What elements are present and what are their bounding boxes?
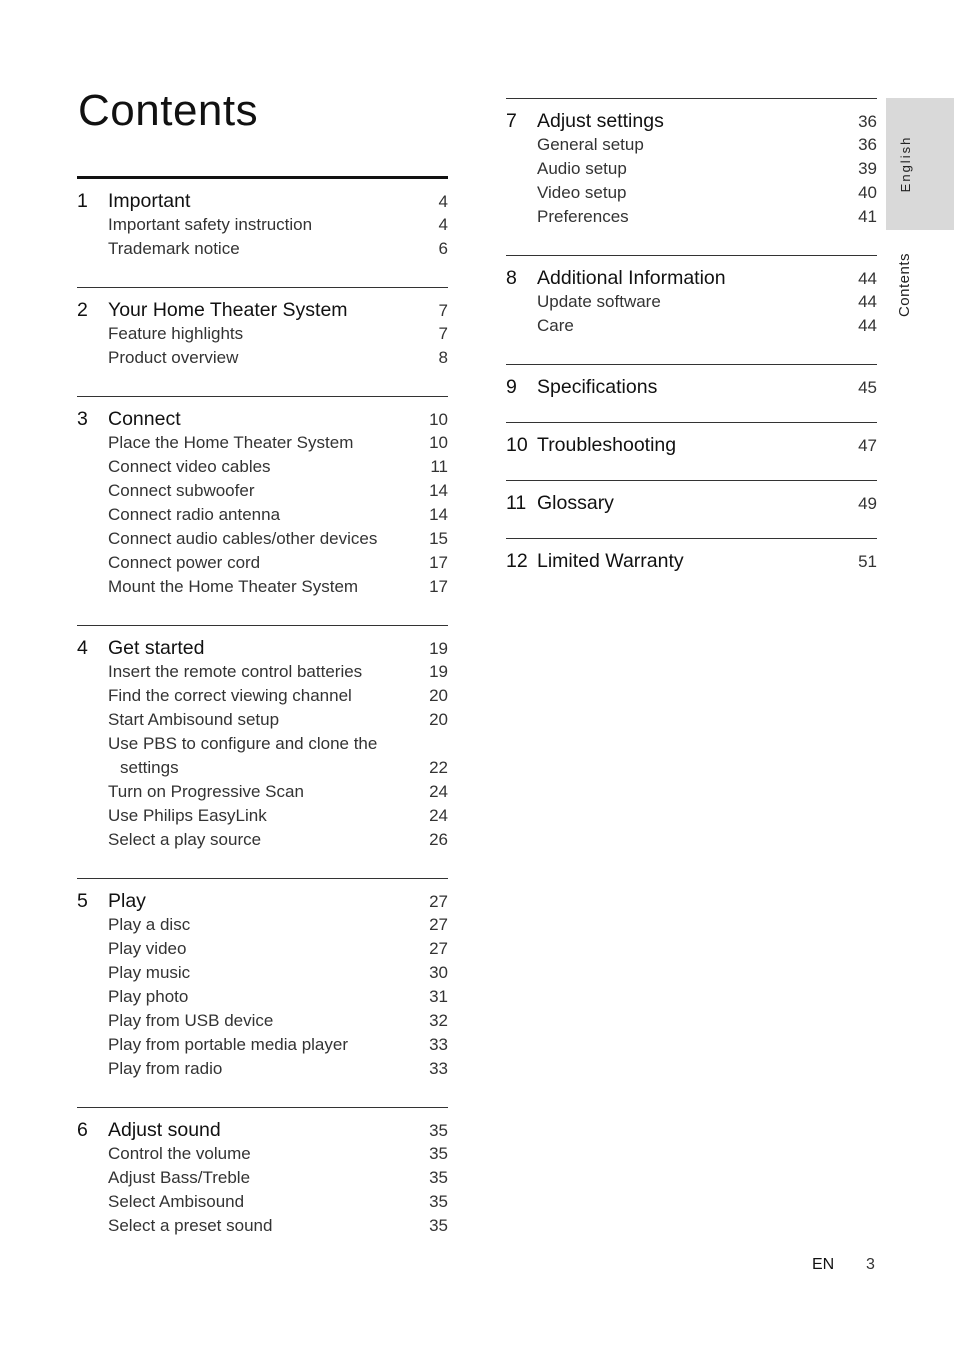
toc-item-page-number: 27 bbox=[429, 939, 448, 958]
chapter-page-number: 27 bbox=[429, 892, 448, 911]
chapter-title: Limited Warranty bbox=[537, 550, 684, 572]
toc-item-page-number: 39 bbox=[858, 159, 877, 178]
footer-page-number: 3 bbox=[866, 1256, 875, 1273]
toc-item[interactable] bbox=[506, 157, 877, 181]
toc-item-title-line: Play from USB device bbox=[108, 1011, 274, 1030]
toc-item-title bbox=[108, 479, 408, 503]
toc-item[interactable] bbox=[77, 431, 448, 455]
toc-chapter-entry[interactable] bbox=[506, 109, 877, 133]
chapter-title: Troubleshooting bbox=[537, 434, 677, 456]
toc-item[interactable] bbox=[77, 527, 448, 551]
toc-item-title-line: Preferences bbox=[537, 207, 629, 226]
toc-item[interactable] bbox=[77, 1057, 448, 1081]
toc-item-title bbox=[108, 575, 408, 599]
toc-item-title-line: Play a disc bbox=[108, 915, 191, 934]
toc-item-page-number: 36 bbox=[858, 135, 877, 154]
toc-item[interactable] bbox=[77, 322, 448, 346]
toc-item-title-line: Connect video cables bbox=[108, 457, 271, 476]
toc-item[interactable] bbox=[77, 780, 448, 804]
chapter-number: 7 bbox=[506, 110, 517, 132]
toc-item[interactable] bbox=[77, 551, 448, 575]
toc-chapter-entry[interactable] bbox=[77, 889, 448, 913]
toc-item[interactable] bbox=[77, 455, 448, 479]
toc-item[interactable] bbox=[77, 1142, 448, 1166]
toc-item-title-line: Mount the Home Theater System bbox=[108, 577, 359, 596]
toc-item[interactable] bbox=[77, 684, 448, 708]
toc-item[interactable] bbox=[77, 732, 448, 780]
toc-item-title-line: Connect radio antenna bbox=[108, 505, 281, 524]
toc-item-title-line: Feature highlights bbox=[108, 324, 244, 343]
toc-item-title bbox=[537, 133, 837, 157]
toc-chapter-entry[interactable] bbox=[506, 549, 877, 573]
toc-item-title bbox=[108, 660, 408, 684]
chapter-page-number: 10 bbox=[429, 410, 448, 429]
toc-item-title bbox=[108, 346, 408, 370]
toc-item[interactable] bbox=[77, 828, 448, 852]
toc-item-title bbox=[108, 213, 408, 237]
chapter-page-number: 4 bbox=[438, 192, 448, 211]
toc-item-page-number: 8 bbox=[438, 348, 448, 367]
toc-item-page-number: 14 bbox=[429, 481, 448, 500]
toc-item-title-line: Use PBS to configure and clone the bbox=[108, 734, 378, 753]
toc-item-page-number: 19 bbox=[429, 662, 448, 681]
toc-item-title-line: Use Philips EasyLink bbox=[108, 806, 267, 825]
chapter-title: Additional Information bbox=[537, 267, 726, 289]
toc-item-page-number: 4 bbox=[438, 215, 448, 234]
toc-item-title bbox=[108, 804, 408, 828]
toc-item-title bbox=[537, 205, 837, 229]
toc-item-page-number: 30 bbox=[429, 963, 448, 982]
toc-item-page-number: 14 bbox=[429, 505, 448, 524]
toc-item-page-number: 20 bbox=[429, 686, 448, 705]
toc-item[interactable] bbox=[77, 346, 448, 370]
toc-item-title-line: Play from radio bbox=[108, 1059, 223, 1078]
footer-language: EN bbox=[812, 1256, 835, 1273]
chapter-number: 12 bbox=[506, 550, 528, 572]
chapter-title: Get started bbox=[108, 637, 205, 659]
toc-item-page-number: 31 bbox=[429, 987, 448, 1006]
chapter-number: 6 bbox=[77, 1119, 88, 1141]
toc-item[interactable] bbox=[77, 985, 448, 1009]
toc-item-page-number: 17 bbox=[429, 553, 448, 572]
toc-section bbox=[77, 176, 448, 287]
toc-item-title-line: Product overview bbox=[108, 348, 239, 367]
toc-item-title bbox=[108, 1214, 408, 1238]
chapter-page-number: 7 bbox=[438, 301, 448, 320]
toc-item-title-line: Place the Home Theater System bbox=[108, 433, 354, 452]
toc-item-page-number: 7 bbox=[438, 324, 448, 343]
chapter-page-number: 49 bbox=[858, 494, 877, 513]
toc-chapter-entry[interactable] bbox=[77, 189, 448, 213]
toc-item-title bbox=[537, 314, 837, 338]
toc-chapter-entry[interactable] bbox=[506, 491, 877, 515]
toc-chapter-entry[interactable] bbox=[506, 433, 877, 457]
toc-item-page-number: 22 bbox=[429, 758, 448, 777]
page-title: Contents bbox=[78, 86, 259, 135]
toc-item-title bbox=[108, 1009, 408, 1033]
toc-item-page-number: 35 bbox=[429, 1144, 448, 1163]
toc-item[interactable] bbox=[77, 1214, 448, 1238]
toc-item[interactable] bbox=[77, 708, 448, 732]
toc-item-title-line: Connect subwoofer bbox=[108, 481, 255, 500]
toc-item[interactable] bbox=[506, 133, 877, 157]
toc-item-title-line: Play photo bbox=[108, 987, 189, 1006]
toc-item-title bbox=[108, 503, 408, 527]
toc-item-title-line: Find the correct viewing channel bbox=[108, 686, 352, 705]
toc-section bbox=[506, 538, 877, 573]
toc-section bbox=[506, 98, 877, 255]
toc-chapter-entry[interactable] bbox=[77, 636, 448, 660]
toc-item-page-number: 33 bbox=[429, 1059, 448, 1078]
chapter-page-number: 51 bbox=[858, 552, 877, 571]
toc-item[interactable] bbox=[506, 290, 877, 314]
toc-item-page-number: 35 bbox=[429, 1168, 448, 1187]
toc-item-page-number: 27 bbox=[429, 915, 448, 934]
toc-item-page-number: 26 bbox=[429, 830, 448, 849]
toc-item-page-number: 10 bbox=[429, 433, 448, 452]
toc-item-title bbox=[108, 961, 408, 985]
chapter-title: Adjust settings bbox=[537, 110, 664, 132]
language-tab-label: English bbox=[898, 135, 913, 193]
toc-item[interactable] bbox=[77, 937, 448, 961]
toc-item[interactable] bbox=[77, 237, 448, 261]
toc-item-title bbox=[108, 431, 408, 455]
chapter-number: 1 bbox=[77, 190, 88, 212]
toc-item-page-number: 6 bbox=[438, 239, 448, 258]
toc-item-title bbox=[537, 290, 837, 314]
toc-item-title bbox=[108, 780, 408, 804]
toc-chapter-entry[interactable] bbox=[506, 375, 877, 399]
toc-item-title bbox=[108, 1033, 408, 1057]
toc-section bbox=[506, 364, 877, 422]
toc-item[interactable] bbox=[77, 575, 448, 599]
toc-item-title bbox=[108, 937, 408, 961]
toc-item-page-number: 32 bbox=[429, 1011, 448, 1030]
toc-item[interactable] bbox=[77, 660, 448, 684]
toc-item-title-line: Adjust Bass/Treble bbox=[108, 1168, 251, 1187]
toc-chapter-entry[interactable] bbox=[77, 1118, 448, 1142]
chapter-title: Glossary bbox=[537, 492, 614, 514]
toc-item-title-line: Select a play source bbox=[108, 830, 262, 849]
toc-section bbox=[77, 287, 448, 396]
toc-item-title-line: Control the volume bbox=[108, 1144, 251, 1163]
toc-item-title bbox=[108, 1142, 408, 1166]
toc-item-title bbox=[108, 828, 408, 852]
toc-item-title bbox=[108, 684, 408, 708]
toc-item-title bbox=[108, 708, 408, 732]
toc-item[interactable] bbox=[77, 503, 448, 527]
chapter-number: 8 bbox=[506, 267, 517, 289]
toc-item-page-number: 20 bbox=[429, 710, 448, 729]
chapter-title: Connect bbox=[108, 408, 181, 430]
toc-item-title-line: Audio setup bbox=[537, 159, 627, 178]
chapter-number: 4 bbox=[77, 637, 88, 659]
toc-item-title bbox=[537, 157, 837, 181]
toc-chapter-entry[interactable] bbox=[77, 407, 448, 431]
toc-chapter-entry[interactable] bbox=[77, 298, 448, 322]
toc-left-column bbox=[77, 176, 448, 1238]
toc-item-page-number: 24 bbox=[429, 806, 448, 825]
toc-item-page-number: 11 bbox=[430, 457, 448, 476]
toc-item-page-number: 44 bbox=[858, 316, 877, 335]
toc-item[interactable] bbox=[77, 804, 448, 828]
toc-item[interactable] bbox=[77, 1033, 448, 1057]
chapter-title: Important bbox=[108, 190, 191, 212]
toc-section bbox=[506, 255, 877, 364]
toc-item[interactable] bbox=[77, 961, 448, 985]
toc-chapter-entry[interactable] bbox=[506, 266, 877, 290]
chapter-page-number: 36 bbox=[858, 112, 877, 131]
toc-item-page-number: 24 bbox=[429, 782, 448, 801]
toc-item[interactable] bbox=[506, 181, 877, 205]
toc-item-page-number: 15 bbox=[429, 529, 448, 548]
toc-item[interactable] bbox=[77, 913, 448, 937]
toc-section bbox=[77, 396, 448, 625]
toc-item[interactable] bbox=[77, 479, 448, 503]
toc-item-title bbox=[108, 455, 408, 479]
toc-section bbox=[506, 480, 877, 538]
toc-item-title-line: Play from portable media player bbox=[108, 1035, 349, 1054]
toc-item-page-number: 40 bbox=[858, 183, 877, 202]
toc-item-title-line: Play video bbox=[108, 939, 187, 958]
toc-item[interactable] bbox=[506, 314, 877, 338]
toc-item-page-number: 17 bbox=[429, 577, 448, 596]
chapter-number: 10 bbox=[506, 434, 528, 456]
toc-section bbox=[77, 625, 448, 878]
toc-item-title-line: Select a preset sound bbox=[108, 1216, 273, 1235]
toc-item-title-line: Turn on Progressive Scan bbox=[108, 782, 304, 801]
toc-item-title-continuation: settings bbox=[120, 758, 179, 777]
toc-item[interactable] bbox=[506, 205, 877, 229]
toc-item-title-line: Play music bbox=[108, 963, 191, 982]
chapter-number: 2 bbox=[77, 299, 88, 321]
toc-item-title bbox=[108, 322, 408, 346]
toc-item-title bbox=[108, 551, 408, 575]
toc-item-title bbox=[108, 1190, 408, 1214]
toc-item-page-number: 44 bbox=[858, 292, 877, 311]
chapter-tab-label: Contents bbox=[896, 252, 913, 318]
chapter-title: Adjust sound bbox=[108, 1119, 221, 1141]
chapter-page-number: 47 bbox=[858, 436, 877, 455]
toc-item-title bbox=[108, 732, 408, 780]
toc-item-title-line: Connect power cord bbox=[108, 553, 261, 572]
toc-section bbox=[506, 422, 877, 480]
chapter-number: 9 bbox=[506, 376, 517, 398]
toc-item-title-line: Trademark notice bbox=[108, 239, 240, 258]
toc-item[interactable] bbox=[77, 1009, 448, 1033]
toc-section bbox=[77, 1107, 448, 1238]
toc-item-title bbox=[108, 1166, 408, 1190]
chapter-page-number: 35 bbox=[429, 1121, 448, 1140]
toc-item-title-line: Update software bbox=[537, 292, 661, 311]
toc-item[interactable] bbox=[77, 213, 448, 237]
toc-item-title-line: Start Ambisound setup bbox=[108, 710, 280, 729]
chapter-page-number: 19 bbox=[429, 639, 448, 658]
toc-item[interactable] bbox=[77, 1190, 448, 1214]
chapter-title: Specifications bbox=[537, 376, 658, 398]
toc-item-title-line: Connect audio cables/other devices bbox=[108, 529, 378, 548]
toc-item-title-line: Important safety instruction bbox=[108, 215, 313, 234]
toc-section bbox=[77, 878, 448, 1107]
toc-item-title-line: Care bbox=[537, 316, 574, 335]
toc-item-title bbox=[537, 181, 837, 205]
toc-item-page-number: 35 bbox=[429, 1192, 448, 1211]
toc-item-title bbox=[108, 913, 408, 937]
chapter-page-number: 44 bbox=[858, 269, 877, 288]
chapter-number: 5 bbox=[77, 890, 88, 912]
chapter-title: Your Home Theater System bbox=[108, 299, 348, 321]
language-tab bbox=[886, 98, 954, 230]
chapter-number: 3 bbox=[77, 408, 88, 430]
toc-item[interactable] bbox=[77, 1166, 448, 1190]
toc-item-page-number: 33 bbox=[429, 1035, 448, 1054]
toc-item-title-line: Video setup bbox=[537, 183, 627, 202]
chapter-page-number: 45 bbox=[858, 378, 877, 397]
toc-item-title bbox=[108, 985, 408, 1009]
toc-item-title-line: General setup bbox=[537, 135, 644, 154]
toc-item-title bbox=[108, 1057, 408, 1081]
chapter-tab bbox=[886, 240, 926, 330]
toc-item-page-number: 41 bbox=[858, 207, 877, 226]
toc-item-title bbox=[108, 237, 408, 261]
chapter-title: Play bbox=[108, 890, 146, 912]
toc-right-column bbox=[506, 98, 877, 573]
toc-item-title-line: Select Ambisound bbox=[108, 1192, 245, 1211]
chapter-number: 11 bbox=[506, 492, 527, 514]
toc-item-page-number: 35 bbox=[429, 1216, 448, 1235]
toc-item-title bbox=[108, 527, 408, 551]
toc-item-title-line: Insert the remote control batteries bbox=[108, 662, 363, 681]
